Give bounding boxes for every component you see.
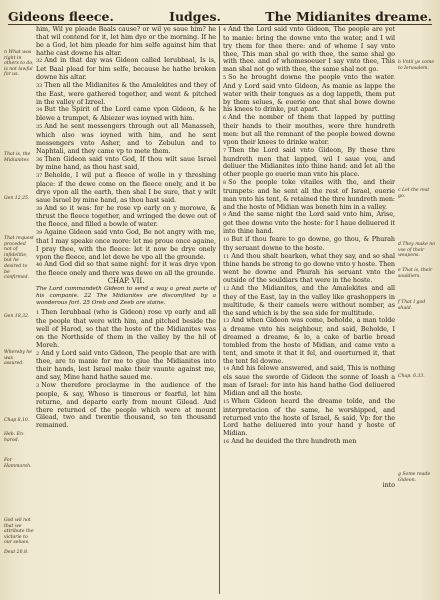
header-right: The Midianites dreame. [265,9,432,24]
margin-note: d They make no vse of their weapons. [398,242,435,259]
verse [36,350,216,382]
chapter-argument: The Lord commandeth Gideon to send a way a great parte of his companie. 22 The Midianites are discomfited by a wonderous fort. 25 Oreb and Zeeb are slaine. [36,286,216,306]
verse-number: 38 [36,205,43,212]
verse-number: 32 [36,58,43,65]
verse-text: Now therefore proclayme in the audience of the people, & say, Whoso is timerous or fearful, let him returne, and departe early from mount Gilead. And there returned of the people which were at mount Gilead, two and twentie thousand, so ten thousand remained. [36,380,216,430]
verse-number: 5 [223,75,227,82]
verse [36,82,216,107]
verse-number: 11 [223,253,230,260]
verse-text: And the Midianites, and the Amalekites and all they of the East, lay in the valley like grashoppers in multitude, & their camels were without nomber, as the sand which is by the sea side for multitude. [223,284,395,317]
verse-text: And the same night the Lord said vnto him, Arise, get thee downe vnto the hoste: for I haue deliuered it into thine hand. [223,210,395,236]
verse-text: him, Wil ye pleade Baals cause? or wil ye saue him? he that wil contend for it, let him dye or the morning. If he be a God, let him pleade for him selfe against him that hathe cast downe his altar. [36,25,216,57]
verse [36,123,216,155]
verse [223,398,395,438]
verse-number: 2 [36,350,40,357]
verse-text: And thou shalt hearken, what they say, and so shal thine hands be strong to go downe vnto y hoste. Then went he downe and Phurah his seruant vnto the outside of the souldiars that were in the hoste. [223,251,395,285]
header-center: Iudges. [169,9,221,24]
verse-text: And so it was: for he rose vp early on y morowe, & thrust the fleece together, and wringed the dewe out of the fleece, and filled a bowle of water. [36,203,216,229]
verse [36,172,216,204]
verse [223,438,395,447]
margin-note: n What was right in others to do, is not lawful for us. [4,50,34,78]
verse [223,447,395,456]
verse-text: Beholde, I wil put a fleece of wolle in y threshing place: if the dewe come on the fleece onely, and it be drye vpon all the earth, then shal I be sure, that y wilt saue Israel by mine hand, as thou hast said. [36,171,216,204]
left-text-column [36,26,216,430]
verse-text: And God did so that same night: for it was drye vpon the fleece onely and there was dewe on all the grounde. [36,260,216,278]
catchword: into [382,481,395,490]
verse-number: 14 [223,366,230,373]
verse [36,229,216,261]
verse [223,147,395,179]
verse-number: 9 [223,212,227,219]
verse-text: But the Spirit of the Lord came vpon Gideon, & he blewe a trumpet, & Abiezer was ioyned with him. [36,105,216,123]
margin-note: That request proceded not of infidelitie, but he desired to be confirmed. [4,236,34,281]
verse-text: So he brought downe the people vnto the water. And y Lord said vnto Gideon, As manie as lappe the water with their tongues as a dog lappeth, them put by them selues, & euerie one that shal bowe downe his knees to drinke, put apart. [223,73,395,114]
margin-note: Chap 8,10. [4,418,30,423]
verse [223,465,395,474]
verse [223,114,395,146]
margin-note: Whereby he was assured. [4,350,32,367]
verse-text: And y Lord said vnto Gideon, The people that are with thee, are to manie for me to giue the Midianites into their hands, lest Israel make their vaunte against me, and say, Mine hand hathe saued me. [36,348,216,382]
verse-number: 16 [223,439,230,446]
verse-text: And the nomber of them that lapped by putting their hands to their mouthes, were thre hundreth men: but all the remnant of the people bowed downe vpon their knees to drinke water. [223,113,395,146]
verse [223,26,395,74]
verse-text: And he sent messengers through out all Manasseh, which also was ioyned with him, and he sent messengers vnto Asher, and to Zebulun and to Naphtali, and they came vp to mete them. [36,122,216,155]
verse-number: 35 [36,124,43,131]
verse-number: 6 [223,115,227,122]
verse [223,317,395,365]
verse-text: And the Lord said vnto Gideon, The people are yet to manie: bring the downe vnto the water, and I wil try them for thee there: and of whome I say vnto thee, This man shal go with thee, the same shal go with thee. and of whomesoeuer I say vnto thee, This man shal not go with thee, the same shal not go. [223,25,395,74]
right-text-column [223,26,395,490]
verse-number: 33 [36,82,43,89]
margin-note: g Some reade Gideon. [398,472,431,483]
verse-number: 40 [36,262,43,269]
margin-note: That is, the Midianites [4,152,31,163]
verse-text: Then all the Midianites & the Amalekites and they of the East, were gathered together, and went & pitched in the valley of Izreel. [36,80,216,106]
margin-note: Gen 18,32. [4,314,30,319]
margin-note: God wil not that we attribute the victorie to our selues. [4,518,34,546]
verse-text: So the people toke vitailes with the, and their trumpets: and he sent all the rest of Israel, euerie man vnto his tent, & retained the thre hundreth men: and the hoste of Midian was beneth him in a valley. [223,178,395,211]
verse [223,473,395,482]
verse [36,382,216,430]
column-divider [219,26,220,594]
margin-note: Gen 12,25. [4,196,30,201]
verse-number: 4 [223,27,227,33]
verse-number: 34 [36,107,43,114]
running-header [8,4,432,25]
verse-number: 1 [36,310,40,317]
verse-text: And when Gideon was come, beholde, a man tolde a dreame vnto his neighbour, and said, Beholde, I dreamed a dreame, & lo, a cake of barlie bread tombled from the hoste of Midian, and came vnto a tent, and smote it that it fel, and ouerturned it, that the tent fel downe. [223,316,395,365]
verse-number: 10 [223,236,230,243]
verse-text: Then the Lord said vnto Gideon, By these thre hundreth men that lapped, wil I saue you, and deliuer the Midianites into thine hand: and let all the other people go euerie man vnto his place. [223,145,395,179]
verse-number: 3 [36,382,40,389]
verse-text: Then Ierubbaal (who is Gideon) rose vp early and all the people that were with him, and pitched beside the well of Harod, so that the hoste of the Midianites was on the Northside of them in the valley by the hil of Moreh. [36,308,216,349]
margin-note: Heb. En-harod. [4,432,25,443]
verse [36,156,216,173]
verse [223,285,395,317]
chapter-heading: CHAP. VII. [107,277,145,286]
verse [36,309,216,349]
margin-note: Deut 20,8. [4,550,29,555]
verse-number: 15 [223,398,230,405]
verse-number: 8 [223,180,227,187]
verse-number: 36 [36,156,43,163]
verse [36,261,216,278]
verse-text: When Gideon heard the dreame tolde, and the interpretacion of the same, he worshipped, and returned vnto the hoste of Israel, & said, Vp: for the Lord hathe deliuered into your hand y hoste of Midian. [223,396,395,438]
margin-note: Chap. 6.33. [398,374,425,379]
verse-number: 12 [223,286,230,292]
verse [36,26,216,57]
verse [36,57,216,82]
verse [223,179,395,211]
verse [36,205,216,230]
verse-text: Againe Gideon said vnto God, Be not angry with me, that I may speake once more: let me proue once againe, I pray thee, with the fleece: let it now be drye onely vpon the fleece, and let dewe be vpo all the grounde. [36,228,216,261]
verse-text: And he deuided the thre hundreth men [231,437,357,446]
margin-note: f That I god shuld. [398,300,426,311]
verse [223,211,395,236]
header-left: Gideons fleece. [8,9,114,24]
verse [223,236,395,253]
verse-text: And his felowe answered, and said, This is nothing els saue the sworde of Gideon the sonne of Ioash a man of Israel: for into his hand hathe God deliuered Midian and all the hoste. [223,364,395,397]
verse-text: Then Gideon said vnto God, If thou wilt saue Israel by mine hand, as thou hast said, [36,154,216,172]
verse [223,253,395,285]
margin-note: c Let the rest go. [398,188,430,199]
verse-text: And in that day was Gideon called Ierubbaal, Is is, Let Baal plead for him selfe, because he hathe broken downe his altar. [36,56,216,82]
verse-number: 37 [36,173,43,180]
verse [36,106,216,123]
verse-number: 13 [223,318,230,325]
margin-note: e That is, their souldiers. [398,268,433,279]
margin-note: For Hammoreh. [4,458,32,469]
verse-number: 39 [36,230,43,237]
margin-note: b Vntil ye come to Ierusalem. [398,60,435,71]
verse-number: 7 [223,147,227,154]
verse [223,456,395,465]
verse [223,365,395,397]
verse [223,74,395,114]
verse-text: But if thou feare to go downe, go thou, & Phurah thy seruant downe to the hoste. [223,234,395,252]
